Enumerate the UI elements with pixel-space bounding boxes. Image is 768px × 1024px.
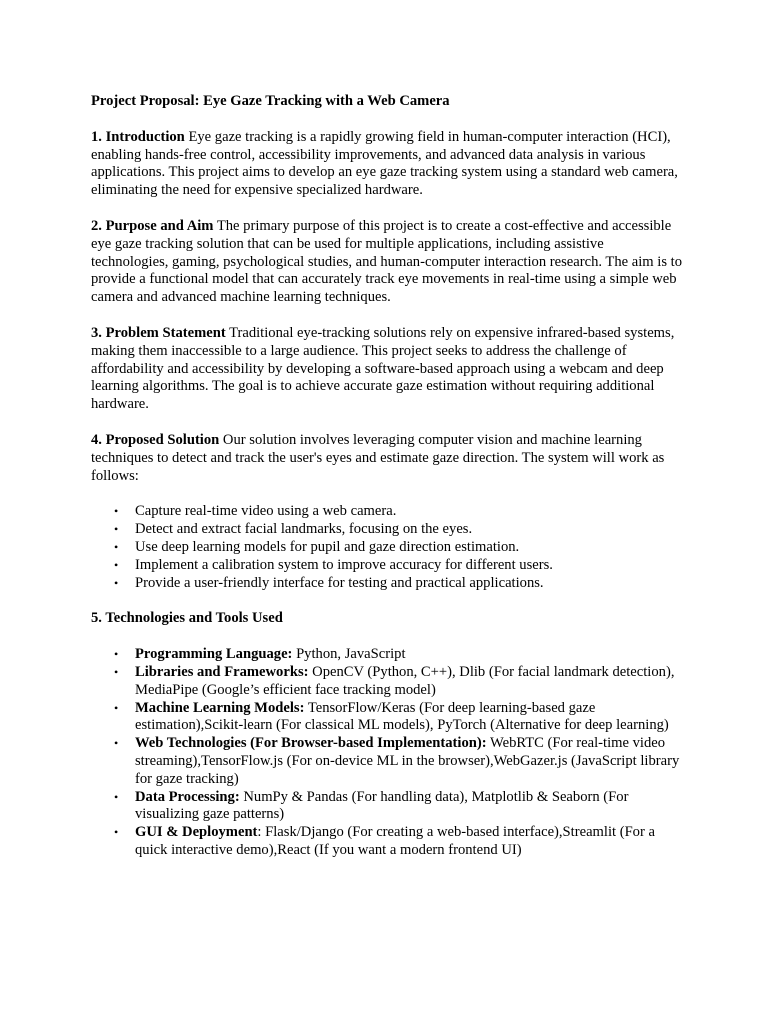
- section-heading: 2. Purpose and Aim: [91, 217, 214, 234]
- list-item: [114, 574, 683, 593]
- section-body: Eye gaze tracking is a rapidly growing field in human-computer interaction (HCI), enabling hands-free control, accessibility improvements, and advanced data analysis in various applications. This project aims to develop an eye gaze tracking system using a standard web camera, eliminating the need for expensive specialized hardware.: [91, 128, 678, 199]
- document-page: [91, 93, 683, 860]
- list-item-label: Web Technologies (For Browser-based Implementation):: [135, 735, 487, 752]
- bullet-icon: •: [114, 825, 119, 840]
- list-item: [114, 521, 683, 539]
- list-item: [114, 538, 683, 557]
- list-item-label: Libraries and Frameworks:: [135, 663, 309, 680]
- section-introduction: [91, 129, 683, 200]
- section-problem-statement: [91, 325, 683, 414]
- list-item: [114, 699, 683, 736]
- list-item-text: Capture real-time video using a web camera.: [135, 503, 397, 520]
- list-item-text: Detect and extract facial landmarks, focusing on the eyes.: [135, 521, 473, 538]
- bullet-icon: •: [114, 647, 119, 662]
- bullet-icon: •: [114, 789, 119, 804]
- bullet-icon: •: [114, 575, 119, 590]
- list-item: [114, 663, 683, 700]
- list-item: [114, 735, 683, 788]
- section-purpose-and-aim: [91, 218, 683, 307]
- list-item: [114, 824, 683, 860]
- section-heading: 4. Proposed Solution: [91, 431, 220, 448]
- bullet-icon: •: [114, 736, 119, 751]
- list-item-label: Data Processing:: [135, 788, 240, 805]
- section-body: The primary purpose of this project is to create a cost-effective and accessible eye gaze tracking solution that can be used for multiple applications, including assistive technologies, gaming, psychological studies, and human-computer interaction research. The aim is to provide a functional model that can accurately track eye movements in real-time using a simple web camera and advanced machine learning techniques.: [91, 217, 683, 306]
- list-item-text: Use deep learning models for pupil and gaze direction estimation.: [135, 538, 520, 555]
- list-item-text: Provide a user-friendly interface for testing and practical applications.: [135, 574, 544, 591]
- list-item-label: Machine Learning Models:: [135, 699, 305, 716]
- list-item-text: TensorFlow/Keras (For deep learning-based gaze estimation),Scikit-learn (For classical ML models), PyTorch (Alternative for deep learning): [135, 699, 669, 734]
- section-technologies-heading: 5. Technologies and Tools Used: [91, 610, 283, 627]
- list-item: [114, 503, 683, 521]
- list-item-text: Python, JavaScript: [292, 646, 406, 663]
- section-body: Our solution involves leveraging computer vision and machine learning techniques to detect and track the user's eyes and estimate gaze direction. The system will work as follows:: [91, 431, 665, 484]
- list-item-text: : Flask/Django (For creating a web-based interface),Streamlit (For a quick interactive demo),React (If you want a modern frontend UI): [135, 824, 655, 858]
- list-item-label: GUI & Deployment: [135, 824, 258, 841]
- list-item-text: Implement a calibration system to improve accuracy for different users.: [135, 556, 553, 573]
- bullet-icon: •: [114, 504, 119, 519]
- technologies-list: [91, 646, 683, 860]
- section-proposed-solution: [91, 432, 683, 485]
- section-heading: 3. Problem Statement: [91, 324, 226, 341]
- list-item-text: NumPy & Pandas (For handling data), Matplotlib & Seaborn (For visualizing gaze patterns): [135, 788, 629, 823]
- list-item: [114, 556, 683, 575]
- bullet-icon: •: [114, 700, 119, 715]
- list-item-label: Programming Language:: [135, 646, 293, 663]
- list-item: [114, 646, 683, 664]
- bullet-icon: •: [114, 539, 119, 554]
- section-heading: 1. Introduction: [91, 128, 185, 145]
- section-body: Traditional eye-tracking solutions rely on expensive infrared-based systems, making them inaccessible to a large audience. This project seeks to address the challenge of affordability and accessibility by developing a software-based approach using a webcam and deep learning algorithms. The goal is to achieve accurate gaze estimation without requiring additional hardware.: [91, 324, 675, 413]
- bullet-icon: •: [114, 522, 119, 537]
- solution-steps-list: [91, 503, 683, 592]
- list-item-text: WebRTC (For real-time video streaming),TensorFlow.js (For on-device ML in the browser),WebGazer.js (JavaScript library for gaze tracking): [135, 735, 680, 787]
- document-title: Project Proposal: Eye Gaze Tracking with a Web Camera: [91, 93, 450, 109]
- bullet-icon: •: [114, 557, 119, 572]
- list-item: [114, 788, 683, 825]
- bullet-icon: •: [114, 664, 119, 679]
- list-item-text: OpenCV (Python, C++), Dlib (For facial landmark detection), MediaPipe (Google’s efficient face tracking model): [135, 663, 675, 698]
